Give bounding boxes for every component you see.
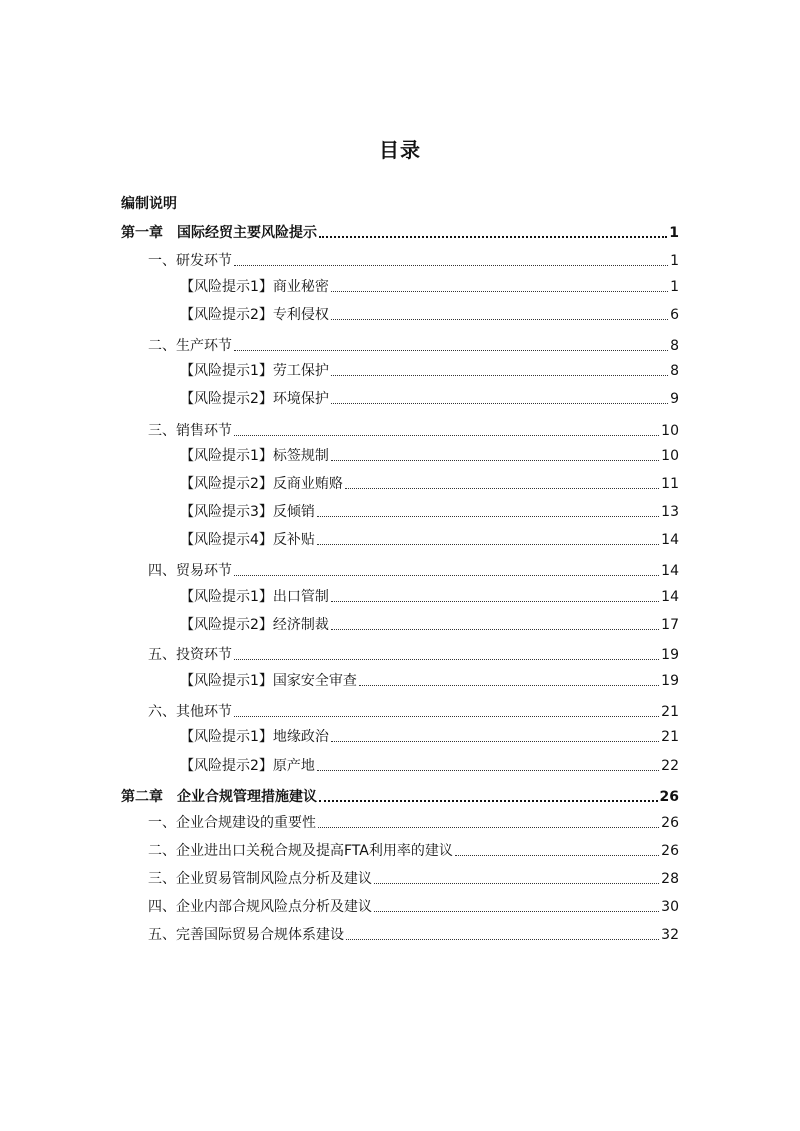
toc-entry-label: 【风险提示1】国家安全审查 — [180, 673, 357, 689]
dot-leader — [346, 939, 659, 940]
toc-entry-item[interactable] — [180, 531, 679, 549]
toc-entry-label: 一、企业合规建设的重要性 — [148, 815, 316, 831]
toc-entry-section[interactable] — [148, 422, 679, 440]
toc-entry-label: 【风险提示3】反倾销 — [180, 504, 315, 520]
dot-leader — [331, 629, 659, 630]
toc-page-number: 10 — [661, 448, 679, 464]
toc-entry-label: 【风险提示1】劳工保护 — [180, 363, 329, 379]
toc-entry-item[interactable] — [180, 757, 679, 775]
toc-entry-label: 【风险提示2】专利侵权 — [180, 307, 329, 323]
dot-leader — [234, 659, 659, 660]
toc-page-number: 6 — [670, 307, 679, 323]
toc-entry-label: 【风险提示2】反商业贿赂 — [180, 476, 343, 492]
dot-leader — [234, 265, 668, 266]
toc-page-number: 14 — [661, 563, 679, 579]
toc-entry-label: 六、其他环节 — [148, 704, 232, 720]
toc-page-number: 8 — [670, 363, 679, 379]
dot-leader — [359, 685, 659, 686]
toc-entry-label: 四、企业内部合规风险点分析及建议 — [148, 899, 372, 915]
toc-page-number: 30 — [661, 899, 679, 915]
toc-entry-label: 【风险提示2】经济制裁 — [180, 617, 329, 633]
dot-leader — [319, 800, 658, 802]
toc-page-number: 19 — [661, 673, 679, 689]
toc-page-number: 26 — [659, 789, 679, 805]
toc-page-number: 19 — [661, 647, 679, 663]
toc-entry-item[interactable] — [180, 616, 679, 634]
toc-entry-section[interactable] — [148, 703, 679, 721]
toc-entry-section[interactable] — [148, 898, 679, 916]
toc-entry-label: 【风险提示1】地缘政治 — [180, 729, 329, 745]
toc-entry-preface[interactable] — [121, 195, 679, 213]
toc-entry-section[interactable] — [148, 870, 679, 888]
toc-entry-label: 五、完善国际贸易合规体系建设 — [148, 927, 344, 943]
toc-entry-label: 四、贸易环节 — [148, 563, 232, 579]
dot-leader — [374, 883, 659, 884]
toc-entry-label: 编制说明 — [121, 196, 177, 212]
toc-entry-item[interactable] — [180, 390, 679, 408]
toc-entry-label: 【风险提示1】出口管制 — [180, 589, 329, 605]
dot-leader — [455, 855, 659, 856]
toc-entry-label: 【风险提示2】原产地 — [180, 758, 315, 774]
dot-leader — [331, 460, 659, 461]
dot-leader — [317, 516, 659, 517]
toc-entry-chapter-2[interactable] — [121, 788, 679, 806]
dot-leader — [345, 488, 659, 489]
toc-entry-chapter-1[interactable] — [121, 224, 679, 242]
dot-leader — [317, 770, 659, 771]
toc-page-number: 21 — [661, 729, 679, 745]
toc-entry-label: 五、投资环节 — [148, 647, 232, 663]
dot-leader — [331, 741, 659, 742]
toc-page-number: 32 — [661, 927, 679, 943]
toc-page-number: 9 — [670, 391, 679, 407]
toc-page-number: 22 — [661, 758, 679, 774]
dot-leader — [374, 911, 659, 912]
toc-entry-label: 二、企业进出口关税合规及提高FTA利用率的建议 — [148, 843, 453, 859]
toc-entry-item[interactable] — [180, 362, 679, 380]
toc-entry-label: 一、研发环节 — [148, 253, 232, 269]
toc-entry-label: 【风险提示1】标签规制 — [180, 448, 329, 464]
toc-page-number: 8 — [670, 338, 679, 354]
toc-entry-item[interactable] — [180, 728, 679, 746]
dot-leader — [331, 601, 659, 602]
toc-page-number: 11 — [661, 476, 679, 492]
toc-entry-item[interactable] — [180, 306, 679, 324]
dot-leader — [318, 827, 659, 828]
toc-entry-item[interactable] — [180, 278, 679, 296]
dot-leader — [317, 544, 659, 545]
dot-leader — [234, 575, 659, 576]
dot-leader — [331, 403, 668, 404]
dot-leader — [234, 716, 659, 717]
toc-entry-section[interactable] — [148, 926, 679, 944]
toc-entry-label: 二、生产环节 — [148, 338, 232, 354]
toc-entry-section[interactable] — [148, 337, 679, 355]
toc-page-number: 14 — [661, 532, 679, 548]
toc-entry-item[interactable] — [180, 447, 679, 465]
page-title: 目录 — [379, 138, 421, 162]
toc-entry-label: 第二章 企业合规管理措施建议 — [121, 789, 317, 805]
toc-page-number: 17 — [661, 617, 679, 633]
dot-leader — [319, 236, 667, 238]
dot-leader — [331, 375, 668, 376]
toc-page-number: 26 — [661, 843, 679, 859]
toc-page-number: 14 — [661, 589, 679, 605]
toc-page-number: 10 — [661, 423, 679, 439]
toc-entry-section[interactable] — [148, 842, 679, 860]
toc-page-number: 28 — [661, 871, 679, 887]
toc-entry-section[interactable] — [148, 562, 679, 580]
toc-entry-section[interactable] — [148, 814, 679, 832]
toc-page-number: 21 — [661, 704, 679, 720]
toc-page-number: 1 — [670, 253, 679, 269]
toc-page-number: 1 — [669, 225, 679, 241]
toc-entry-label: 第一章 国际经贸主要风险提示 — [121, 225, 317, 241]
toc-entry-label: 三、企业贸易管制风险点分析及建议 — [148, 871, 372, 887]
dot-leader — [331, 291, 668, 292]
toc-page-number: 26 — [661, 815, 679, 831]
toc-entry-item[interactable] — [180, 588, 679, 606]
toc-entry-section[interactable] — [148, 252, 679, 270]
toc-entry-label: 【风险提示1】商业秘密 — [180, 279, 329, 295]
toc-entry-section[interactable] — [148, 646, 679, 664]
dot-leader — [234, 435, 659, 436]
toc-entry-item[interactable] — [180, 475, 679, 493]
dot-leader — [331, 319, 668, 320]
toc-page-number: 1 — [670, 279, 679, 295]
toc-page-number: 13 — [661, 504, 679, 520]
toc-entry-item[interactable] — [180, 672, 679, 690]
toc-entry-label: 三、销售环节 — [148, 423, 232, 439]
toc-entry-label: 【风险提示4】反补贴 — [180, 532, 315, 548]
toc-entry-label: 【风险提示2】环境保护 — [180, 391, 329, 407]
dot-leader — [234, 350, 668, 351]
toc-entry-item[interactable] — [180, 503, 679, 521]
